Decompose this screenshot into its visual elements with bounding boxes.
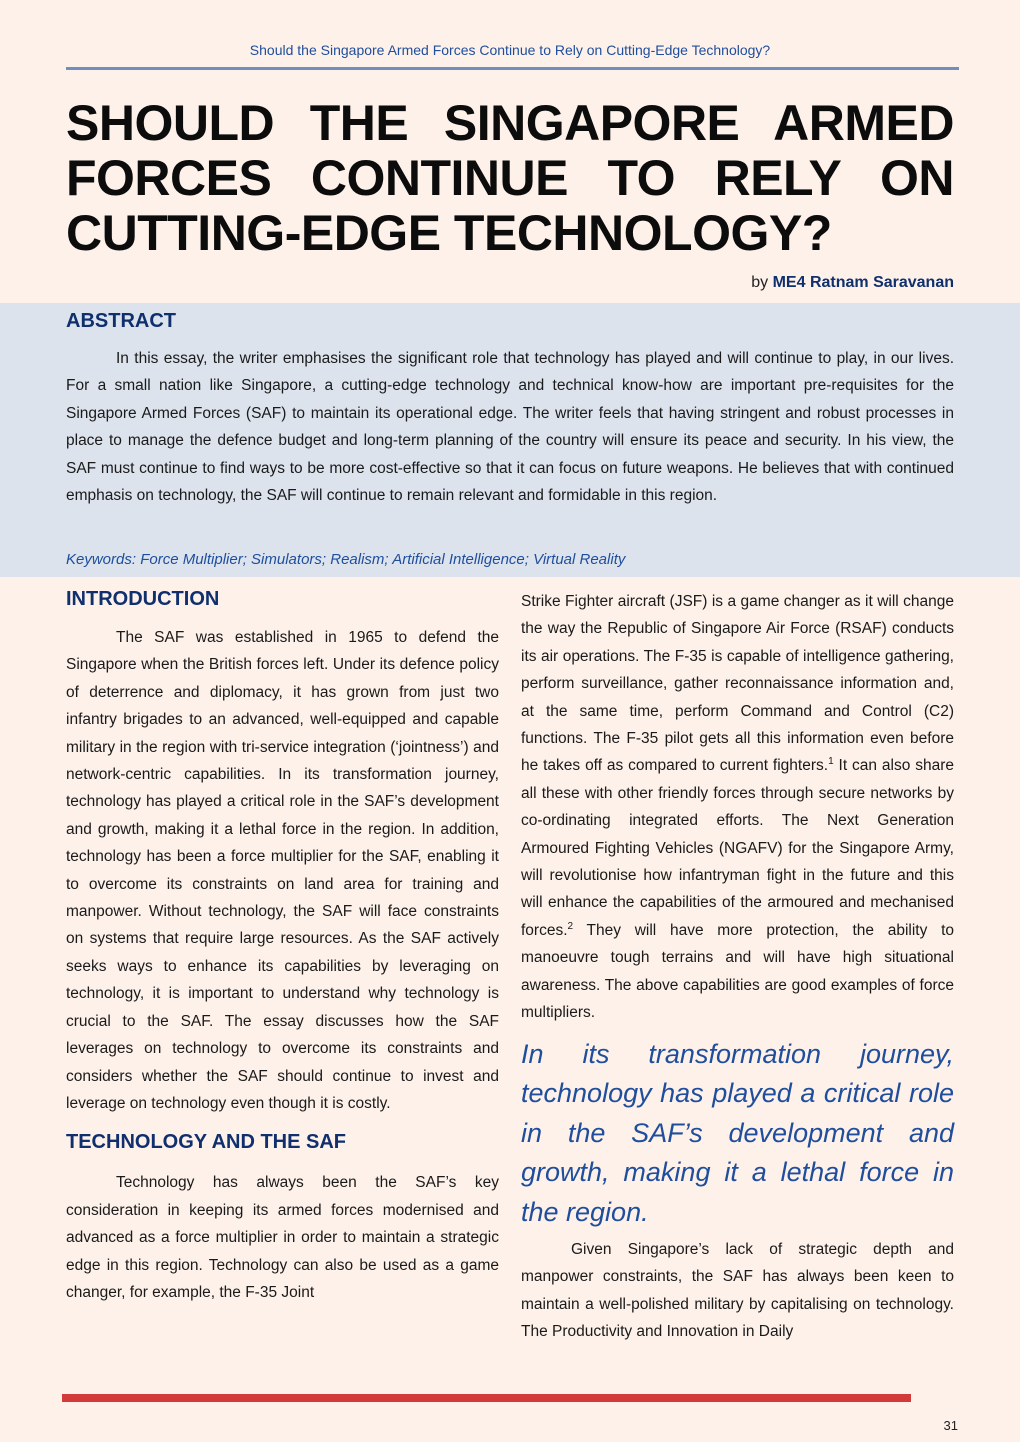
technology-heading: TECHNOLOGY AND THE SAF	[66, 1131, 347, 1154]
title-line-3: CUTTING-EDGE TECHNOLOGY?	[66, 205, 832, 261]
technology-text-right-1: Strike Fighter aircraft (JSF) is a game changer as it will change the way the Republic of Singapore Air Force (RSAF) conducts its air operations. The F-35 is capable of intelligence gathering, perform surveillance, gather reconnaissance information and, at the same time, perform Command and Control (C2) functions. The F-35 pilot gets all this information even before he takes off as compared to current fighters.	[521, 593, 954, 775]
closing-paragraph: Given Singapore’s lack of strategic depth and manpower constraints, the SAF has always been keen to maintain a well-polished military by capitalising on technology. The Productivity and Innovation in Daily	[521, 1241, 954, 1341]
technology-text-left: Technology has always been the SAF’s key consideration in keeping its armed forces modernised and advanced as a force multiplier in order to maintain a strategic edge in this region. Technology can also be used as a game changer, for example, the F-35 Joint	[66, 1174, 499, 1301]
running-header: Should the Singapore Armed Forces Continue to Rely on Cutting-Edge Technology?	[249, 42, 771, 58]
byline	[751, 274, 954, 292]
title-line-2: FORCES CONTINUE TO RELY ON	[66, 150, 954, 206]
introduction-heading: INTRODUCTION	[66, 588, 220, 610]
footer-rule	[62, 1394, 911, 1402]
header-rule	[66, 67, 959, 70]
keywords: Keywords: Force Multiplier; Simulators; Realism; Artificial Intelligence; Virtual Reality	[66, 551, 626, 568]
left-column	[66, 586, 499, 1306]
pull-quote: In its transformation journey, technology has played a critical role in the SAF’s development and growth, making it a lethal force in the region.	[521, 1038, 954, 1227]
author-name: ME4 Ratnam Saravanan	[772, 274, 954, 291]
abstract-text: In this essay, the writer emphasises the significant role that technology has played and will continue to play, in our lives. For a small nation like Singapore, a cutting-edge technology and technical know-how are important pre-requisites for the Singapore Armed Forces (SAF) to maintain its operational edge. The writer feels that having stringent and robust processes in place to manage the defence budget and long-term planning of the country will ensure its peace and security. In his view, the SAF must continue to find ways to be more cost-effective so that it can focus on future weapons. He believes that with continued emphasis on technology, the SAF will continue to remain relevant and formidable in this region.	[66, 350, 954, 505]
introduction-text: The SAF was established in 1965 to defend the Singapore when the British forces left. Under its defence policy of deterrence and diplomacy, it has grown from just two infantry brigades to an advanced, well-equipped and capable military in the region with tri-service integration (‘jointness’) and network-centric capabilities. In its transformation journey, technology has played a critical role in the SAF’s development and growth, making it a lethal force in the region. In addition, technology has been a force multiplier for the SAF, enabling it to overcome its constraints on land area for training and manpower. Without technology, the SAF will face constraints on systems that require large resources. As the SAF actively seeks ways to enhance its capabilities by leveraging on technology, it is important to understand why technology is crucial to the SAF. The essay discusses how the SAF leverages on technology to overcome its constraints and considers whether the SAF should continue to invest and leverage on technology even though it is costly.	[66, 629, 499, 1112]
footnote-ref-2[interactable]: 2	[567, 920, 574, 932]
footnote-ref-1[interactable]: 1	[828, 756, 834, 768]
technology-text-right	[521, 588, 954, 1027]
technology-text-right-2: It can also share all these with other friendly forces through secure networks by co-ordinating integrated efforts. The Next Generation Armoured Fighting Vehicles (NGAFV) for the Singapore Army, will revolutionise how infantryman fight in the future and this will enhance the capabilities of the armoured and mechanised forces.	[521, 757, 954, 939]
byline-prefix: by	[751, 274, 773, 291]
page-title	[66, 96, 954, 261]
page-number: 31	[943, 1418, 958, 1433]
right-column	[521, 588, 954, 1346]
title-line-1: SHOULD THE SINGAPORE ARMED	[66, 95, 954, 151]
technology-text-right-3: They will have more protection, the ability to manoeuvre tough terrains and will have high situational awareness. The above capabilities are good examples of force multipliers.	[521, 921, 954, 1022]
abstract-heading: ABSTRACT	[66, 310, 176, 332]
